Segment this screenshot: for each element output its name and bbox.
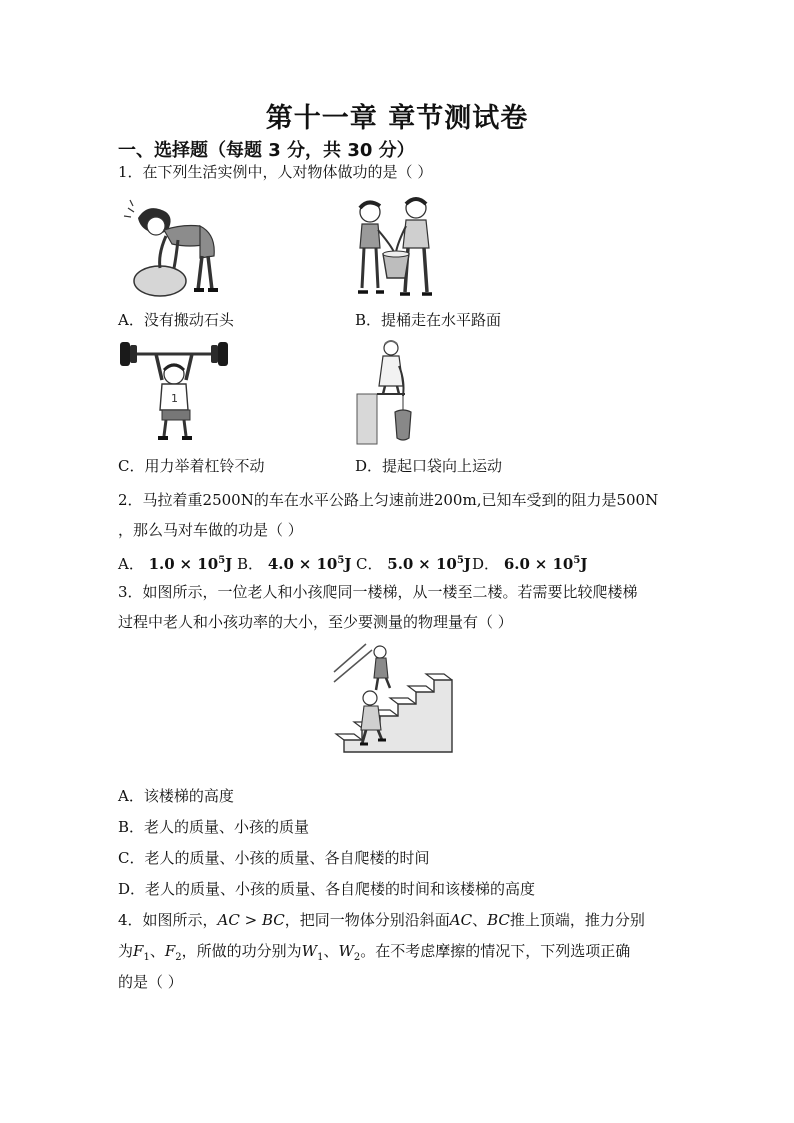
q1-option-c: C．用力举着杠铃不动 xyxy=(118,457,265,475)
page-title: 第十一章 章节测试卷 xyxy=(265,103,529,134)
q1-option-d: D．提起口袋向上运动 xyxy=(355,457,503,475)
q1-stem: 1．在下列生活实例中，人对物体做功的是（ ） xyxy=(118,163,433,181)
q2-option-c: C． $5.0 \times 10^5J$ xyxy=(356,555,471,573)
q4-stem-line2: 为$F_1$、$F_2$，所做的功分别为$W_1$、$W_2$。在不考虑摩擦的情况下，下列选项正确 xyxy=(118,942,631,963)
q1-option-b: B．提桶走在水平路面 xyxy=(355,311,502,329)
figure-stairs-climbing xyxy=(332,642,460,760)
figure-lifting-sack xyxy=(355,338,415,446)
svg-text:1: 1 xyxy=(171,392,178,405)
q1-option-a: A．没有搬动石头 xyxy=(118,311,234,329)
q3-option-b: B．老人的质量、小孩的质量 xyxy=(118,818,310,836)
q2-option-d: D． $6.0 \times 10^5J$ xyxy=(472,555,588,573)
q3-option-c: C．老人的质量、小孩的质量、各自爬楼的时间 xyxy=(118,849,430,867)
figure-carrying-bucket xyxy=(350,194,445,302)
q2-option-a: A． $1.0 \times 10^5J$ xyxy=(118,555,233,573)
figure-pushing-stone xyxy=(120,196,224,300)
q4-stem-line3: 的是（ ） xyxy=(118,973,183,991)
q3-option-a: A．该楼梯的高度 xyxy=(118,787,234,805)
figure-lifting-barbell xyxy=(118,340,230,444)
q2-stem-line2: ，那么马对车做的功是（ ） xyxy=(118,521,303,539)
q2-stem-line1: 2．马拉着重2500N的车在水平公路上匀速前进200m,已知车受到的阻力是500N xyxy=(118,491,659,509)
q3-stem-line1: 3．如图所示，一位老人和小孩爬同一楼梯，从一楼至二楼。若需要比较爬楼梯 xyxy=(118,583,638,601)
section-heading: 一、选择题（每题 3 分，共 30 分） xyxy=(118,140,415,161)
q3-option-d: D．老人的质量、小孩的质量、各自爬楼的时间和该楼梯的高度 xyxy=(118,880,536,898)
q2-option-b: B． $4.0 \times 10^5J$ xyxy=(237,555,352,573)
q3-stem-line2: 过程中老人和小孩功率的大小，至少要测量的物理量有（ ） xyxy=(118,613,513,631)
q4-stem-line1: 4．如图所示，AC > BC，把同一物体分别沿斜面AC、BC推上顶端，推力分别 xyxy=(118,911,645,929)
